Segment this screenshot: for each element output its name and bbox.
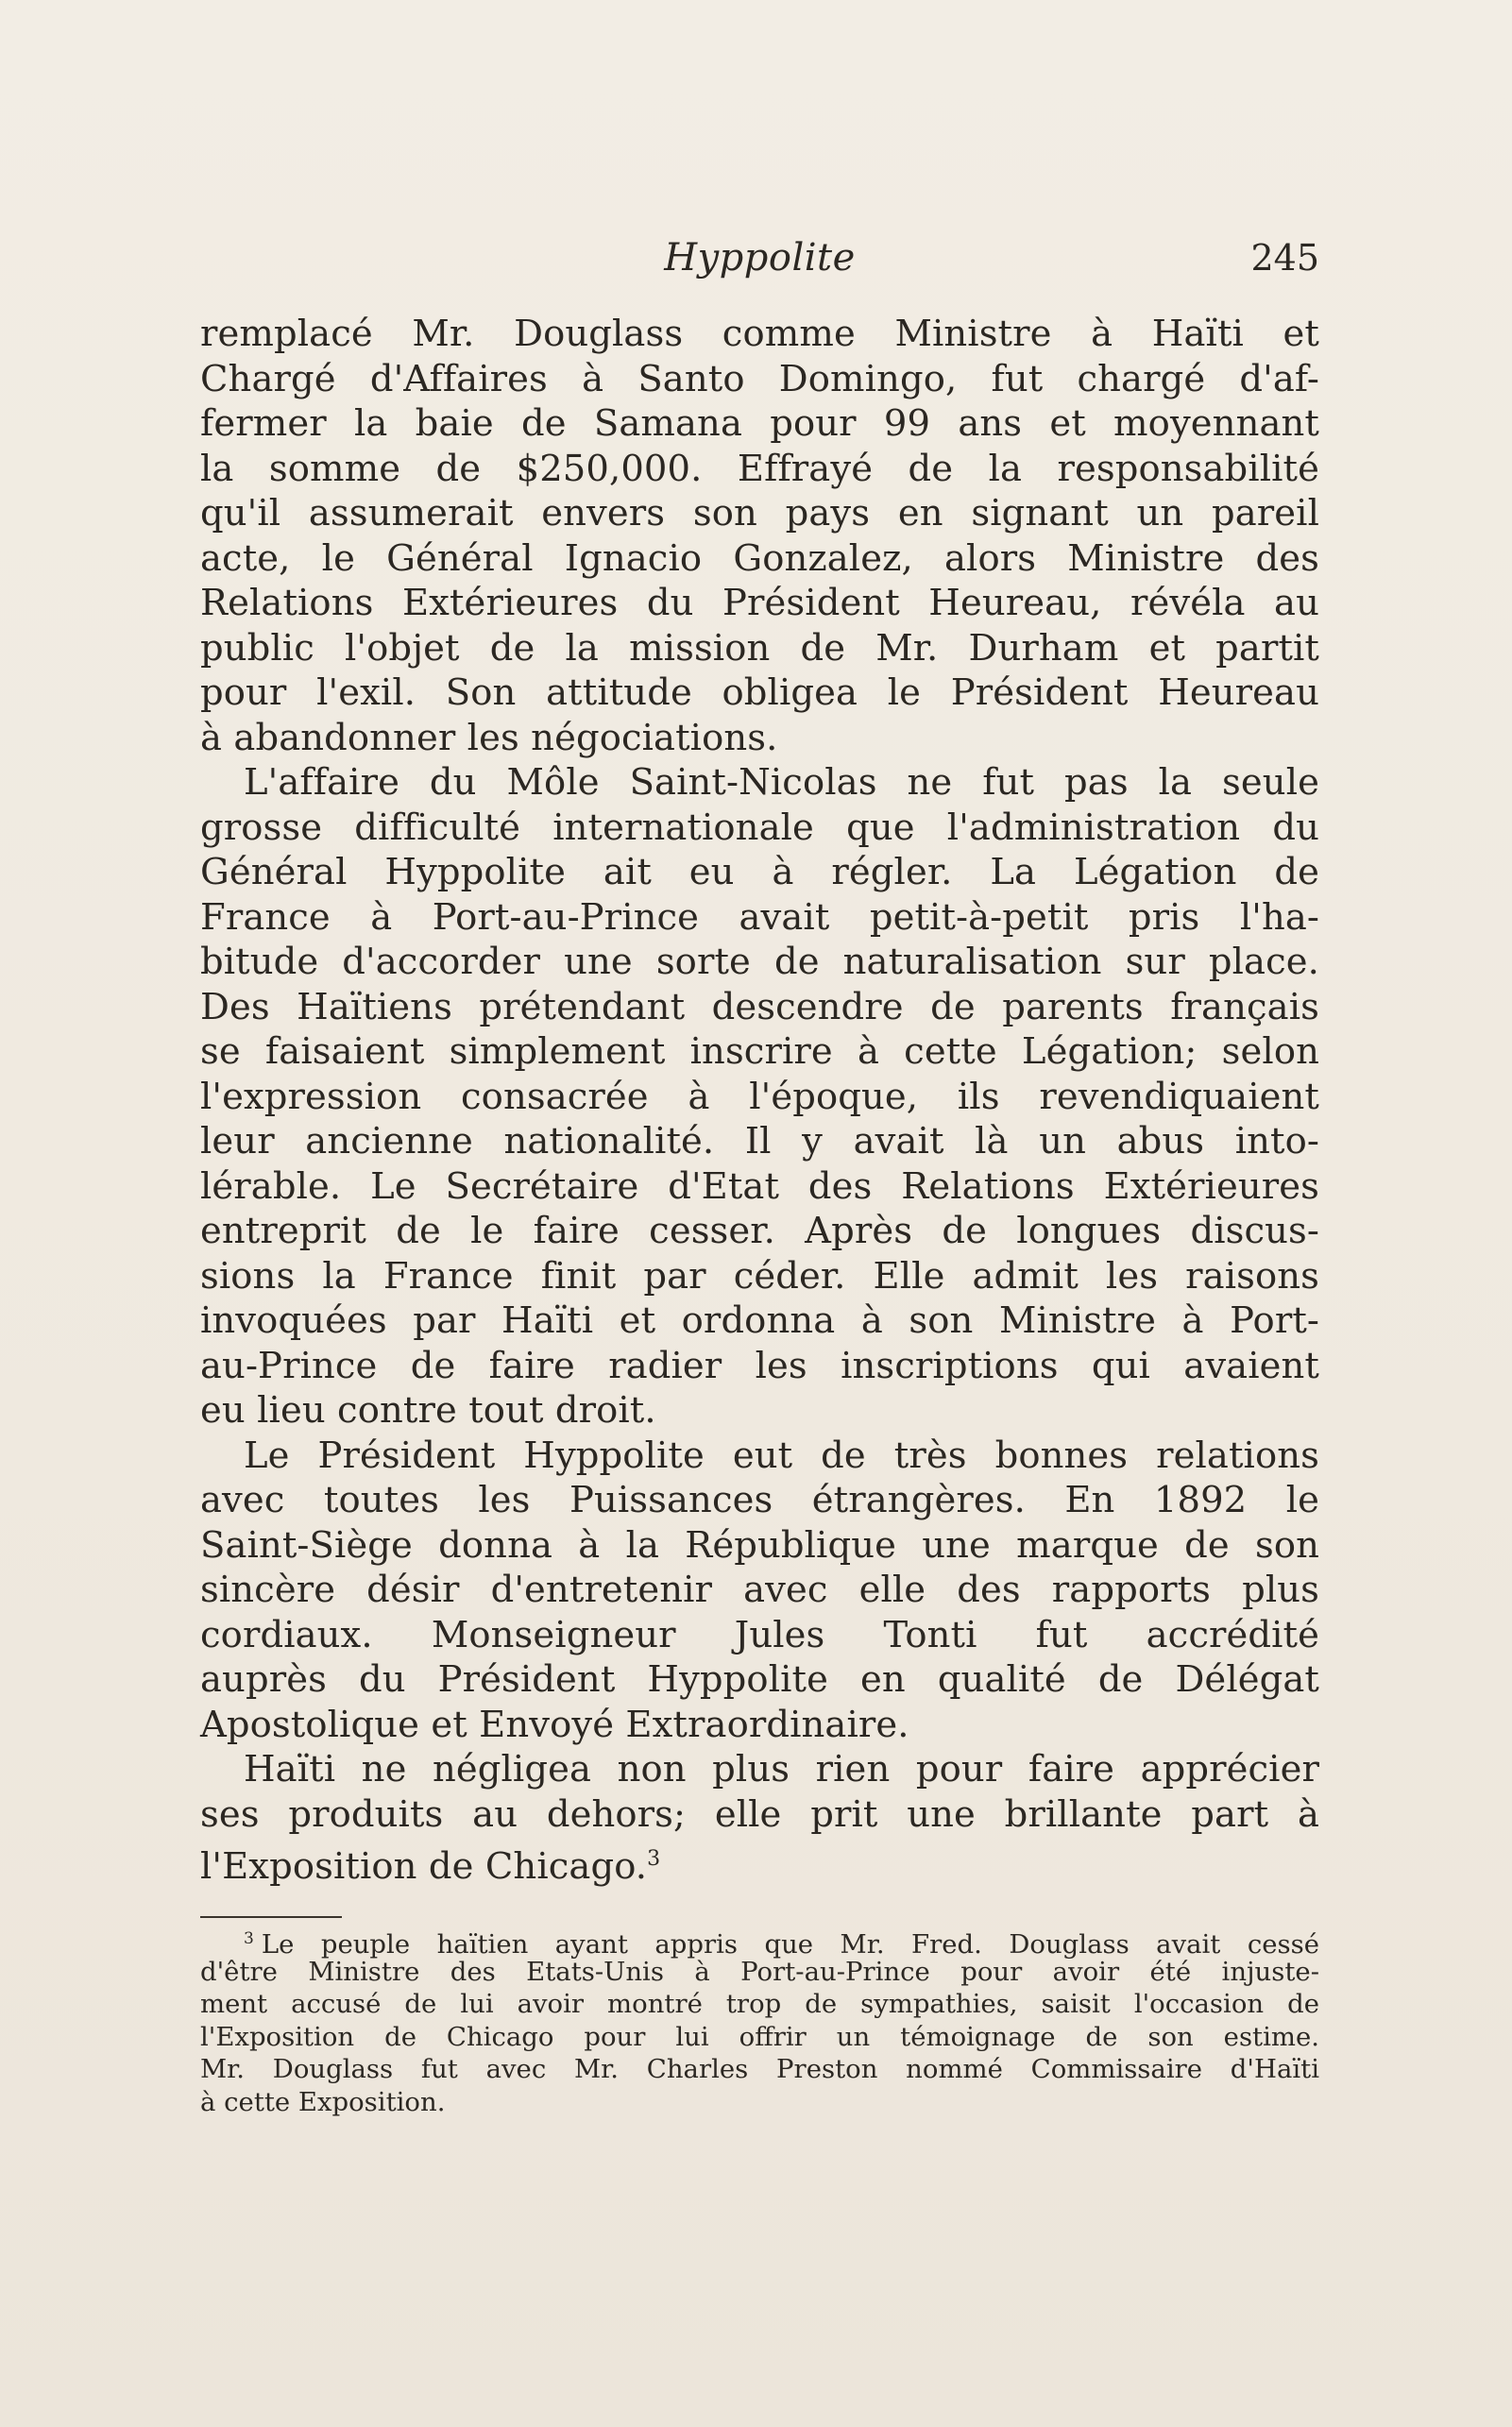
footnote-text: Le peuple haïtien ayant appris que Mr. Fred. Douglass avait cessé [261,1929,1319,1960]
text-line: public l'objet de la mission de Mr. Durham et partit [200,626,1319,670]
text-line: Des Haïtiens prétendant descendre de parents français [200,985,1319,1028]
text-line: pour l'exil. Son attitude obligea le Président Heureau [200,671,1319,714]
text-line: se faisaient simplement inscrire à cette Légation; selon [200,1030,1319,1073]
text-line: eu lieu contre tout droit. [200,1389,656,1432]
running-head [200,231,1319,284]
text-line: avec toutes les Puissances étrangères. En 1892 le [200,1479,1319,1521]
footnote-line: Mr. Douglass fut avec Mr. Charles Preston nommé Commissaire d'Haïti [200,2054,1319,2084]
footnote-line: ment accusé de lui avoir montré trop de sympathies, saisit l'occasion de [200,1989,1319,2019]
text-line: la somme de $250,000. Effrayé de la responsabilité [200,447,1319,490]
body-text [200,312,1319,1888]
text-line: à abandonner les négociations. [200,716,778,759]
paragraph-start-line: Haïti ne négligea non plus rien pour faire apprécier [244,1748,1319,1791]
footnote-divider [200,1916,342,1918]
text-line [200,1837,1319,1888]
text-line: sincère désir d'entretenir avec elle des rapports plus [200,1569,1319,1611]
text-line: Relations Extérieures du Président Heureau, révéla au [200,582,1319,624]
footnote-line [200,1923,1319,1960]
footnote [200,1923,1319,2118]
text-line: France à Port-au-Prince avait petit-à-petit pris l'ha- [200,895,1319,939]
footnote-reference: 3 [647,1847,661,1871]
text-line: ses produits au dehors; elle prit une brillante part à [200,1792,1319,1836]
text-line-content: l'Exposition de Chicago. [200,1845,648,1888]
footnote-line: d'être Ministre des Etats-Unis à Port-au-Prince pour avoir été injuste- [200,1956,1319,1987]
text-line: Général Hyppolite ait eu à régler. La Légation de [200,851,1319,893]
page-number: 245 [1250,237,1319,279]
text-line: remplacé Mr. Douglass comme Ministre à Haïti et [200,313,1319,355]
text-line: cordiaux. Monseigneur Jules Tonti fut accrédité [200,1613,1319,1656]
text-line: sions la France finit par céder. Elle admit les raisons [200,1254,1319,1298]
text-line: au-Prince de faire radier les inscriptions qui avaient [200,1344,1319,1387]
paragraph-start-line: Le Président Hyppolite eut de très bonnes relations [244,1434,1319,1477]
paragraph-start-line: L'affaire du Môle Saint-Nicolas ne fut pas la seule [244,761,1319,804]
text-line: grosse difficulté internationale que l'administration du [200,806,1319,849]
text-line: Apostolique et Envoyé Extraordinaire. [200,1703,909,1746]
text-line: lérable. Le Secrétaire d'Etat des Relations Extérieures [200,1164,1319,1208]
text-line: fermer la baie de Samana pour 99 ans et moyennant [200,402,1319,445]
footnote-marker: 3 [244,1929,254,1948]
footnote-line: l'Exposition de Chicago pour lui offrir un témoignage de son estime. [200,2021,1319,2052]
text-line: Chargé d'Affaires à Santo Domingo, fut chargé d'af- [200,357,1319,400]
text-line: acte, le Général Ignacio Gonzalez, alors Ministre des [200,536,1319,580]
text-line: l'expression consacrée à l'époque, ils revendiquaient [200,1075,1319,1118]
text-line: Saint-Siège donna à la République une marque de son [200,1523,1319,1567]
text-line: leur ancienne nationalité. Il y avait là un abus into- [200,1120,1319,1163]
text-line: entreprit de le faire cesser. Après de longues discus- [200,1210,1319,1252]
running-title: Hyppolite [664,236,856,280]
text-line: bitude d'accorder une sorte de naturalisation sur place. [200,941,1319,983]
text-line: invoquées par Haïti et ordonna à son Ministre à Port- [200,1299,1319,1342]
footnote-line: à cette Exposition. [200,2086,446,2117]
text-line: auprès du Président Hyppolite en qualité de Délégat [200,1658,1319,1701]
text-line: qu'il assumerait envers son pays en signant un pareil [200,492,1319,535]
